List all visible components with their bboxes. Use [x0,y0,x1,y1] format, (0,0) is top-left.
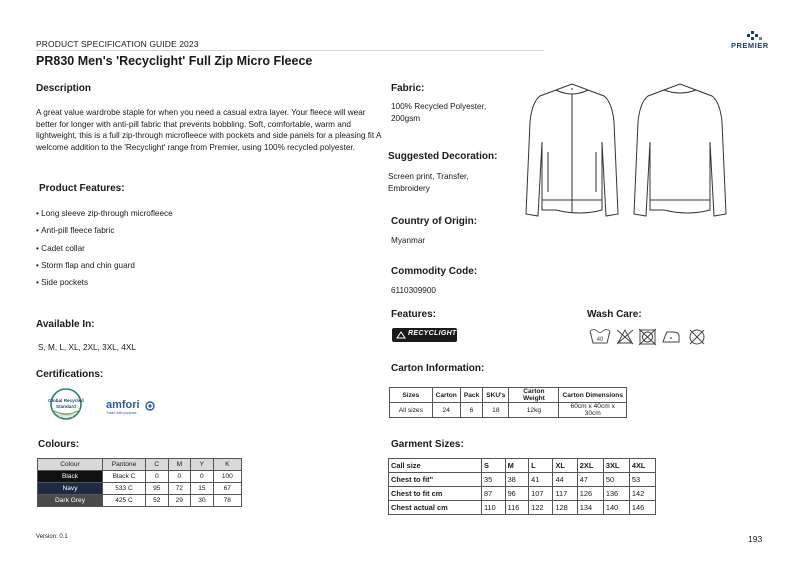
carton-row [390,403,627,418]
cmyk-cell: 0 [191,471,214,483]
fabric-heading: Fabric: [391,83,425,94]
cmyk-cell: 78 [213,495,241,507]
carton-header-row [390,388,627,403]
grs-line1: Global Recycled [48,398,84,403]
cmyk-cell: 52 [146,495,169,507]
cmyk-cell: 72 [168,483,191,495]
colours-col-header: Colour [38,459,103,471]
garment-illustrations [508,82,750,224]
pantone-cell: Black C [103,471,146,483]
sizes-row-label: Chest to fit cm [389,487,482,501]
version-label: Version: 0.1 [36,534,68,540]
garment-sizes-table [388,458,656,515]
wash-temp: 40 [596,337,604,343]
sizes-cell: 38 [505,473,529,487]
sizes-row-label: Chest to fit" [389,473,482,487]
decoration-text: Screen print, Transfer, Embroidery [388,172,469,193]
do-not-bleach-icon [617,330,633,344]
certifications-heading: Certifications: [36,369,104,380]
cmyk-cell: 95 [146,483,169,495]
sizes-cell: 142 [629,487,655,501]
colours-col-header: C [146,459,169,471]
fabric-text: 100% Recycled Polyester, 200gsm [391,102,487,123]
carton-col-header: Sizes [390,388,433,403]
colours-col-header: K [213,459,241,471]
colour-swatch: Dark Grey [38,495,103,507]
recyclight-label: RECYCLIGHT [408,330,457,337]
carton-cell: 60cm x 40cm x 30cm [559,403,627,418]
colours-heading: Colours: [38,439,80,450]
guide-title: PRODUCT SPECIFICATION GUIDE 2023 [36,39,199,49]
carton-cell: 18 [483,403,509,418]
page-number: 193 [748,534,763,544]
cmyk-cell: 30 [191,495,214,507]
recycle-icon [395,330,407,340]
carton-table [389,387,627,418]
sizes-col-header: 2XL [577,459,603,473]
sizes-cell: 126 [577,487,603,501]
commodity-code: 6110309900 [391,286,436,295]
pantone-cell: 425 C [103,495,146,507]
amfori-logo [106,399,158,417]
sizes-col-header: Call size [389,459,482,473]
sizes-cell: 41 [529,473,553,487]
amfori-circle-icon [145,401,155,411]
description-text: A great value wardrobe staple for when you need a casual extra layer. Your fleece will wear better for longer with anti-pill fabric that prevents bobbling. Soft, comfortable, warm and lightweight, this is a full zip-through microfleece with pockets and side panels for a pleasing fit A welcome addition to the 'Recyclight' range from Premier, using 100% recycled polyester. [36,108,381,152]
carton-cell: 6 [460,403,482,418]
colours-col-header: Y [191,459,214,471]
colour-swatch: Black [38,471,103,483]
premier-logo [729,30,769,54]
iron-low-icon [663,332,679,342]
colour-row [38,483,242,495]
sizes-cell: 96 [505,487,529,501]
cmyk-cell: 67 [213,483,241,495]
sizes-cell: 117 [553,487,577,501]
jacket-back-illustration [634,84,726,216]
sizes-cell: 140 [603,501,629,515]
sizes-cell: 146 [629,501,655,515]
colours-table [37,458,242,507]
sizes-row [389,501,656,515]
wash-care-icons [589,327,713,347]
do-not-tumble-dry-icon [639,329,656,345]
carton-col-header: Carton [432,388,460,403]
sizes-row [389,473,656,487]
wash-40-icon [590,330,610,344]
available-in-heading: Available In: [36,319,95,330]
colours-col-header: Pantone [103,459,146,471]
sizes-header-row [389,459,656,473]
cmyk-cell: 0 [168,471,191,483]
sizes-cell: 116 [505,501,529,515]
carton-cell: All sizes [390,403,433,418]
commodity-heading: Commodity Code: [391,266,478,277]
decoration-heading: Suggested Decoration: [388,151,498,162]
sizes-col-header: 4XL [629,459,655,473]
sizes-cell: 44 [553,473,577,487]
origin-heading: Country of Origin: [391,216,478,227]
garment-sizes-heading: Garment Sizes: [391,439,464,450]
carton-col-header: Carton Weight [509,388,559,403]
carton-cell: 12kg [509,403,559,418]
cmyk-cell: 15 [191,483,214,495]
cmyk-cell: 0 [146,471,169,483]
carton-col-header: Pack [460,388,482,403]
cmyk-cell: 100 [213,471,241,483]
sizes-row-label: Chest actual cm [389,501,482,515]
sizes-cell: 136 [603,487,629,501]
features-heading: Features: [391,309,437,320]
recyclight-badge [392,328,457,342]
origin-text: Myanmar [391,236,426,245]
sizes-col-header: M [505,459,529,473]
sizes-row [389,487,656,501]
amfori-name: amfori [106,399,140,411]
colour-swatch: Navy [38,483,103,495]
colour-row [38,495,242,507]
colour-row [38,471,242,483]
sizes-col-header: 3XL [603,459,629,473]
pantone-cell: 533 C [103,483,146,495]
available-sizes: S, M, L, XL, 2XL, 3XL, 4XL [38,343,136,352]
brand-name: PREMIER [731,41,769,50]
sizes-cell: 128 [553,501,577,515]
colours-col-header: M [168,459,191,471]
sizes-cell: 53 [629,473,655,487]
carton-col-header: Carton Dimensions [559,388,627,403]
carton-cell: 24 [432,403,460,418]
feature-item: • Long sleeve zip-through microfleece [36,208,173,225]
amfori-tagline: Trade with purpose [106,411,137,415]
carton-heading: Carton Information: [391,363,485,374]
feature-item: • Storm flap and chin guard [36,260,173,277]
feature-item: • Side pockets [36,277,173,294]
header-divider [36,50,544,51]
sizes-cell: 107 [529,487,553,501]
sizes-cell: 47 [577,473,603,487]
do-not-dry-clean-icon [690,330,704,344]
feature-item: • Cadet collar [36,243,173,260]
sizes-col-header: L [529,459,553,473]
sizes-cell: 122 [529,501,553,515]
colours-header-row [38,459,242,471]
product-features-list [36,208,173,294]
product-features-heading: Product Features: [39,183,125,194]
cmyk-cell: 29 [168,495,191,507]
sizes-cell: 50 [603,473,629,487]
sizes-cell: 87 [482,487,506,501]
grs-line2: Standard [56,403,76,409]
grs-logo [38,388,94,422]
wash-care-heading: Wash Care: [587,309,642,320]
sizes-col-header: XL [553,459,577,473]
carton-col-header: SKU's [483,388,509,403]
description-heading: Description [36,83,92,94]
sizes-cell: 35 [482,473,506,487]
sizes-cell: 110 [482,501,506,515]
jacket-front-illustration [526,84,618,216]
sizes-cell: 134 [577,501,603,515]
feature-item: • Anti-pill fleece fabric [36,225,173,242]
product-title: PR830 Men's 'Recyclight' Full Zip Micro Fleece [36,54,313,68]
sizes-col-header: S [482,459,506,473]
